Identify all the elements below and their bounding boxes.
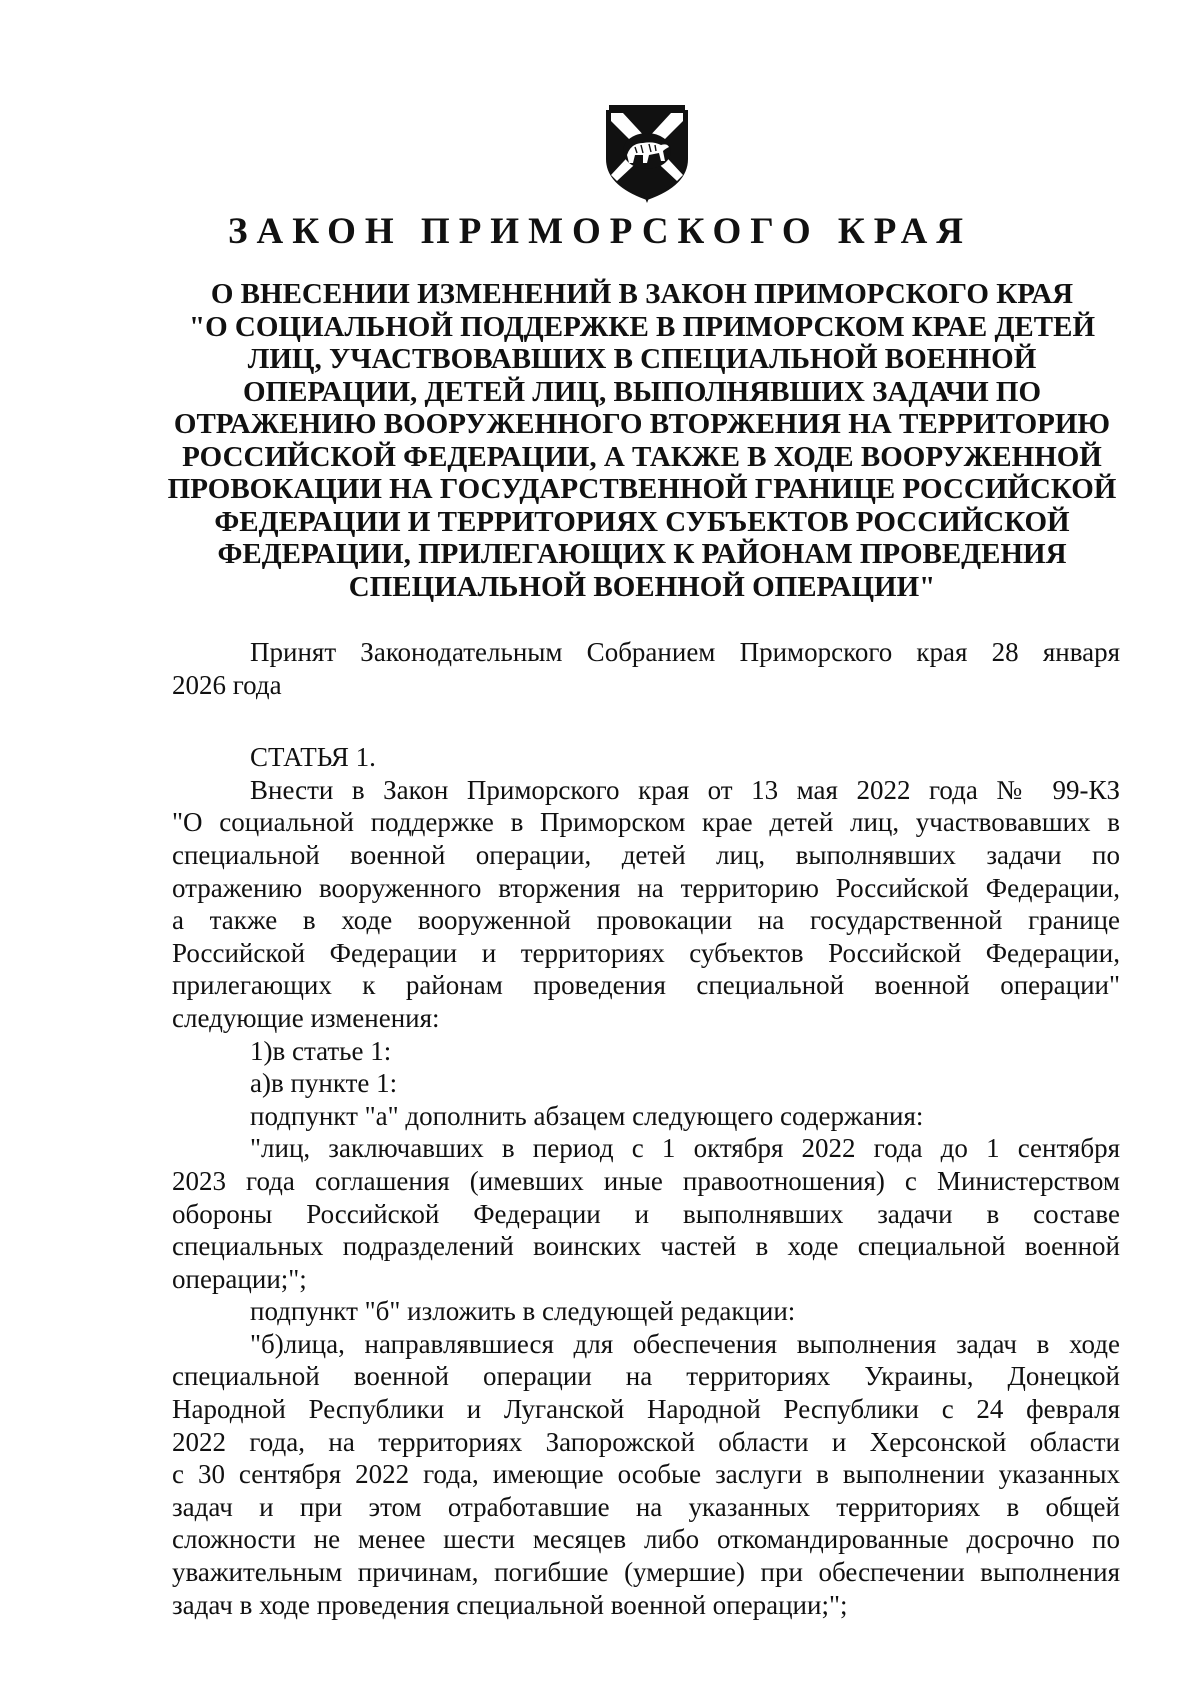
- adoption-line: Принят Законодательным Собранием Приморского края 28 января: [250, 637, 1120, 667]
- coat-of-arms-emblem: [601, 97, 693, 203]
- title-line: ЛИЦ, УЧАСТВОВАВШИХ В СПЕЦИАЛЬНОЙ ВОЕННОЙ: [247, 343, 1037, 375]
- subitem-b-text-line: уважительным причинам, погибшие (умершие) при обеспечении выполнения: [172, 1557, 1120, 1588]
- subitem-a-text-line: обороны Российской Федерации и выполнявших задачи в составе: [172, 1198, 1120, 1229]
- subitem-b-text-line: с 30 сентября 2022 года, имеющие особые заслуги в выполнении указанных: [172, 1459, 1120, 1490]
- article-intro-line: специальной военной операции, детей лиц, выполнявших задачи по: [172, 839, 1120, 870]
- article-intro-line: отражению вооруженного вторжения на территорию Российской Федерации,: [172, 872, 1120, 903]
- subitem-b-text-line: "б)лица, направлявшиеся для обеспечения выполнения задач в ходе: [250, 1328, 1120, 1359]
- article-intro-line: прилегающих к районам проведения специальной военной операции": [172, 970, 1120, 1001]
- article-intro-line: следующие изменения:: [172, 1002, 440, 1033]
- item-1: 1)в статье 1:: [250, 1035, 392, 1066]
- title-line: ОТРАЖЕНИЮ ВООРУЖЕННОГО ВТОРЖЕНИЯ НА ТЕРРИТОРИЮ: [173, 408, 1111, 440]
- subitem-b-text-line: 2022 года, на территориях Запорожской области и Херсонской области: [172, 1426, 1120, 1457]
- subitem-b-text-line: Народной Республики и Луганской Народной Республики с 24 февраля: [172, 1394, 1120, 1425]
- title-line: О ВНЕСЕНИИ ИЗМЕНЕНИЙ В ЗАКОН ПРИМОРСКОГО КРАЯ: [210, 278, 1074, 310]
- adoption-date: 2026 года: [172, 669, 282, 700]
- article-heading: СТАТЬЯ 1.: [250, 742, 376, 773]
- item-a: а)в пункте 1:: [250, 1068, 398, 1099]
- subitem-b-text-line: задач и при этом отработавшие на указанных территориях в общей: [172, 1491, 1120, 1522]
- subitem-b-text-line: задач в ходе проведения специальной военной операции;";: [172, 1589, 848, 1620]
- subitem-b-text-line: специальной военной операции на территориях Украины, Донецкой: [172, 1361, 1120, 1392]
- subitem-a-text-line: операции;";: [172, 1263, 307, 1294]
- subitem-a-intro: подпункт "а" дополнить абзацем следующего содержания:: [250, 1100, 924, 1131]
- subitem-b-text-line: сложности не менее шести месяцев либо откомандированные досрочно по: [172, 1524, 1120, 1555]
- title-line: ФЕДЕРАЦИИ, ПРИЛЕГАЮЩИХ К РАЙОНАМ ПРОВЕДЕНИЯ: [217, 538, 1067, 570]
- title-line: РОССИЙСКОЙ ФЕДЕРАЦИИ, А ТАКЖЕ В ХОДЕ ВООРУЖЕННОЙ: [182, 440, 1102, 473]
- article-intro-line: Внести в Закон Приморского края от 13 мая 2022 года № 99-КЗ: [250, 774, 1120, 805]
- subitem-b-intro: подпункт "б" изложить в следующей редакции:: [250, 1296, 796, 1327]
- law-title: [160, 278, 1124, 603]
- title-line: СПЕЦИАЛЬНОЙ ВОЕННОЙ ОПЕРАЦИИ": [348, 570, 936, 603]
- title-line: ОПЕРАЦИИ, ДЕТЕЙ ЛИЦ, ВЫПОЛНЯВШИХ ЗАДАЧИ ПО: [242, 375, 1042, 408]
- title-line: ФЕДЕРАЦИИ И ТЕРРИТОРИЯХ СУБЪЕКТОВ РОССИЙСКОЙ: [214, 505, 1070, 538]
- article-intro-line: Российской Федерации и территориях субъектов Российской Федерации,: [172, 937, 1120, 968]
- subitem-a-text-line: "лиц, заключавших в период с 1 октября 2022 года до 1 сентября: [250, 1133, 1120, 1164]
- article-intro-line: а также в ходе вооруженной провокации на государственной границе: [172, 905, 1120, 936]
- law-body: [172, 636, 1120, 1621]
- title-line: ПРОВОКАЦИИ НА ГОСУДАРСТВЕННОЙ ГРАНИЦЕ РОССИЙСКОЙ: [167, 473, 1117, 505]
- law-heading: ЗАКОН ПРИМОРСКОГО КРАЯ: [227, 211, 973, 252]
- article-intro-line: "О социальной поддержке в Приморском крае детей лиц, участвовавших в: [172, 807, 1120, 838]
- subitem-a-text-line: специальных подразделений воинских частей в ходе специальной военной: [172, 1231, 1120, 1262]
- subitem-a-text-line: 2023 года соглашения (имевших иные правоотношения) с Министерством: [172, 1165, 1120, 1196]
- title-line: "О СОЦИАЛЬНОЙ ПОДДЕРЖКЕ В ПРИМОРСКОМ КРАЕ ДЕТЕЙ: [188, 310, 1096, 343]
